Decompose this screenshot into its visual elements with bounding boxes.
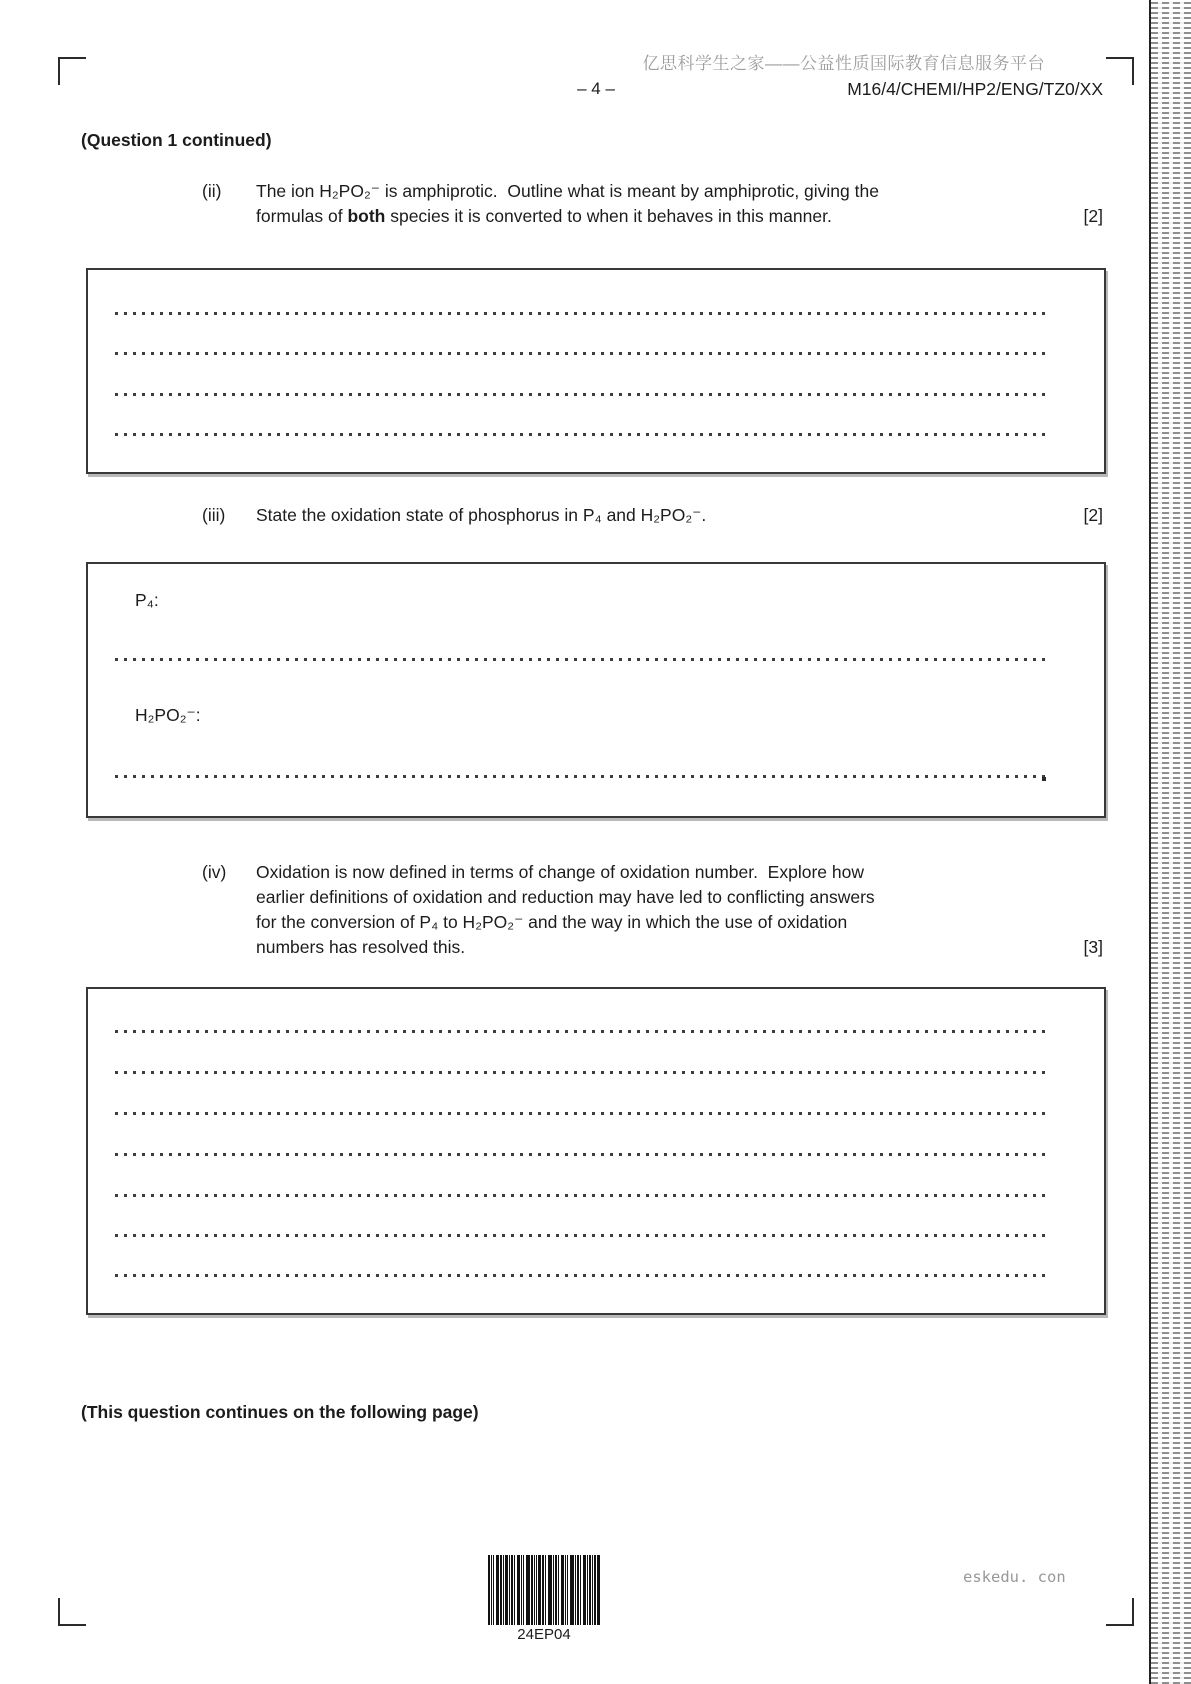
part-ii-line-2-prefix: formulas of <box>256 206 348 226</box>
part-iv-line-4: numbers has resolved this. <box>256 937 466 957</box>
continuation-note: (This question continues on the following page) <box>81 1402 479 1422</box>
barcode <box>488 1555 600 1643</box>
answer-dotted-line <box>115 1274 1049 1277</box>
answer-dotted-line <box>115 433 1049 436</box>
answer-dotted-line <box>115 393 1049 396</box>
corner-mark-top-left <box>58 57 86 85</box>
answer-box-part-iv <box>86 987 1106 1315</box>
part-iv-line-1: Oxidation is now defined in terms of change of oxidation number. Explore how <box>256 862 864 882</box>
binding-hatch-strip <box>1149 0 1191 1684</box>
part-iii-number: (iii) <box>202 505 226 525</box>
answer-box-part-ii <box>86 268 1106 474</box>
site-watermark: eskedu. con <box>963 1568 1066 1586</box>
barcode-label: 24EP04 <box>517 1626 571 1643</box>
part-ii-line-2 <box>256 206 832 227</box>
answer-dotted-line <box>115 1071 1049 1074</box>
part-ii-marks: [2] <box>1083 206 1103 226</box>
corner-mark-bottom-left <box>58 1598 86 1626</box>
answer-dotted-line <box>115 658 1049 661</box>
answer-dotted-line <box>115 352 1049 355</box>
answer-dotted-line <box>115 1030 1049 1033</box>
print-speck <box>1042 777 1046 781</box>
question-continued-heading: (Question 1 continued) <box>81 130 272 150</box>
part-ii-line-1: The ion H₂PO₂⁻ is amphiprotic. Outline what is meant by amphiprotic, giving the <box>256 181 879 201</box>
h2po2-answer-label: H₂PO₂⁻: <box>135 705 201 725</box>
answer-dotted-line <box>115 1112 1049 1115</box>
part-ii-line-2-suffix: species it is converted to when it behaves in this manner. <box>385 206 832 226</box>
part-ii-line-2-bold: both <box>347 206 386 226</box>
answer-dotted-line <box>115 775 1049 778</box>
answer-dotted-line <box>115 312 1049 315</box>
part-iv-line-3: for the conversion of P₄ to H₂PO₂⁻ and the way in which the use of oxidation <box>256 912 848 932</box>
answer-dotted-line <box>115 1194 1049 1197</box>
page-number: – 4 – <box>577 79 615 98</box>
paper-code: M16/4/CHEMI/HP2/ENG/TZ0/XX <box>847 79 1103 99</box>
part-ii-number: (ii) <box>202 181 222 201</box>
corner-mark-top-right <box>1106 57 1134 85</box>
corner-mark-bottom-right <box>1106 1598 1134 1626</box>
answer-dotted-line <box>115 1153 1049 1156</box>
chinese-watermark: 亿思科学生之家——公益性质国际教育信息服务平台 <box>642 54 1045 73</box>
part-iv-number: (iv) <box>202 862 227 882</box>
part-iv-line-2: earlier definitions of oxidation and reduction may have led to conflicting answers <box>256 887 875 907</box>
p4-answer-label: P₄: <box>135 590 159 610</box>
barcode-icon <box>488 1555 600 1625</box>
answer-dotted-line <box>115 1234 1049 1237</box>
part-iv-marks: [3] <box>1083 937 1103 957</box>
part-iii-line-1: State the oxidation state of phosphorus in P₄ and H₂PO₂⁻. <box>256 505 707 525</box>
part-iii-marks: [2] <box>1083 505 1103 525</box>
answer-box-part-iii <box>86 562 1106 818</box>
